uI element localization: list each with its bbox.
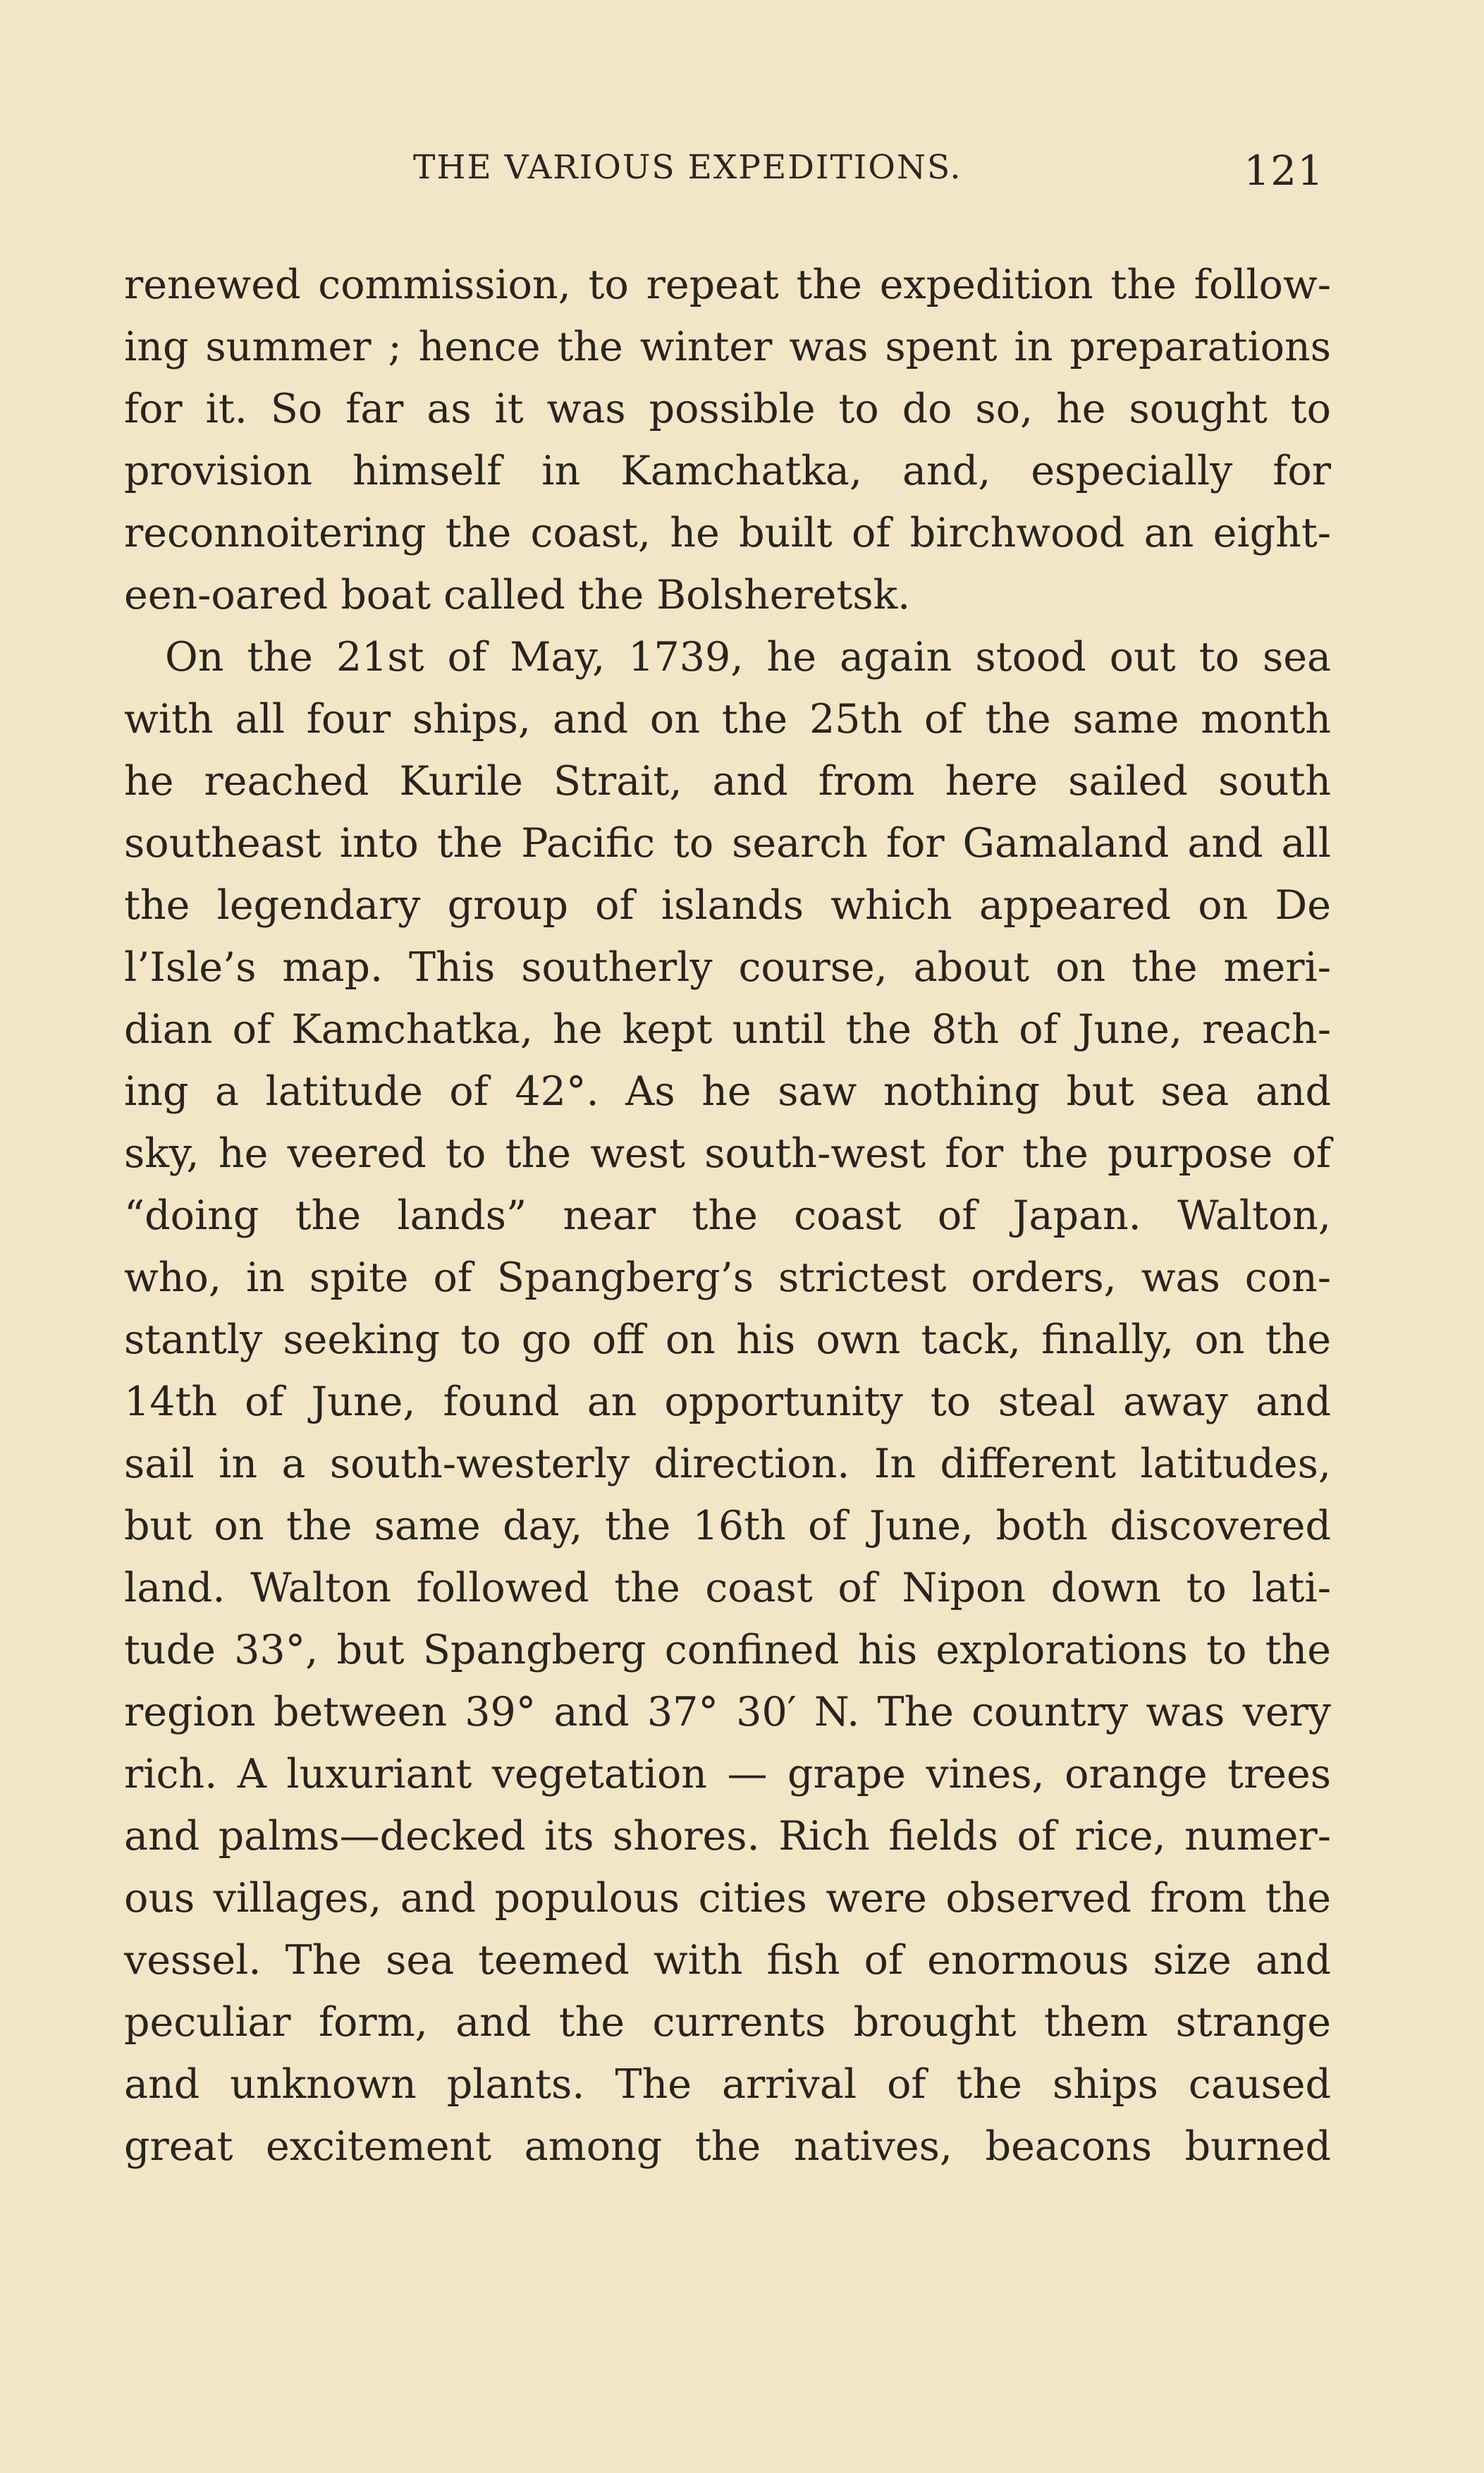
text-line: tude 33°, but Spangberg confined his explorations to the — [124, 1627, 1331, 1673]
running-head — [413, 147, 1330, 196]
text-line: ing summer ; hence the winter was spent in preparations — [124, 324, 1331, 370]
text-line: region between 39° and 37° 30′ N. The country was very — [124, 1689, 1331, 1735]
running-title: THE VARIOUS EXPEDITIONS. — [413, 148, 962, 187]
text-line: and palms—decked its shores. Rich fields of rice, numer- — [124, 1813, 1331, 1860]
text-line: On the 21st of May, 1739, he again stood out to sea — [165, 634, 1331, 680]
text-line: dian of Kamchatka, he kept until the 8th of June, reach- — [124, 1006, 1331, 1053]
text-line: stantly seeking to go off on his own tack, finally, on the — [124, 1317, 1331, 1363]
text-line: l’Isle’s map. This southerly course, about on the meri- — [124, 944, 1331, 991]
text-line: great excitement among the natives, beacons burned — [124, 2123, 1331, 2170]
text-line: een-oared boat called the Bolsheretsk. — [124, 572, 911, 618]
text-line: with all four ships, and on the 25th of the same month — [124, 696, 1331, 743]
text-line: 14th of June, found an opportunity to steal away and — [124, 1379, 1331, 1425]
text-line: ous villages, and populous cities were observed from the — [124, 1875, 1331, 1922]
text-line: “doing the lands” near the coast of Japan. Walton, — [124, 1192, 1331, 1239]
text-line: land. Walton followed the coast of Nipon down to lati- — [124, 1565, 1331, 1611]
text-line: vessel. The sea teemed with fish of enormous size and — [124, 1937, 1331, 1984]
body-text — [124, 254, 1331, 2178]
text-line: for it. So far as it was possible to do so, he sought to — [124, 386, 1331, 432]
text-line: and unknown plants. The arrival of the ships caused — [124, 2061, 1331, 2108]
text-line: sail in a south-westerly direction. In different latitudes, — [124, 1441, 1331, 1487]
text-line: but on the same day, the 16th of June, both discovered — [124, 1503, 1331, 1549]
text-line: ing a latitude of 42°. As he saw nothing but sea and — [124, 1068, 1331, 1115]
text-line: he reached Kurile Strait, and from here sailed south — [124, 758, 1331, 805]
text-line: reconnoitering the coast, he built of birchwood an eight- — [124, 510, 1331, 556]
page-number: 121 — [1244, 147, 1324, 195]
text-line: who, in spite of Spangberg’s strictest orders, was con- — [124, 1254, 1331, 1301]
text-line: sky, he veered to the west south-west for the purpose of — [124, 1130, 1331, 1177]
text-line: renewed commission, to repeat the expedition the follow- — [124, 262, 1331, 308]
text-line: peculiar form, and the currents brought them strange — [124, 1999, 1331, 2046]
text-line: the legendary group of islands which appeared on De — [124, 882, 1331, 929]
text-line: southeast into the Pacific to search for Gamaland and all — [124, 820, 1331, 867]
text-line: provision himself in Kamchatka, and, especially for — [124, 448, 1331, 494]
text-line: rich. A luxuriant vegetation — grape vines, orange trees — [124, 1751, 1331, 1797]
